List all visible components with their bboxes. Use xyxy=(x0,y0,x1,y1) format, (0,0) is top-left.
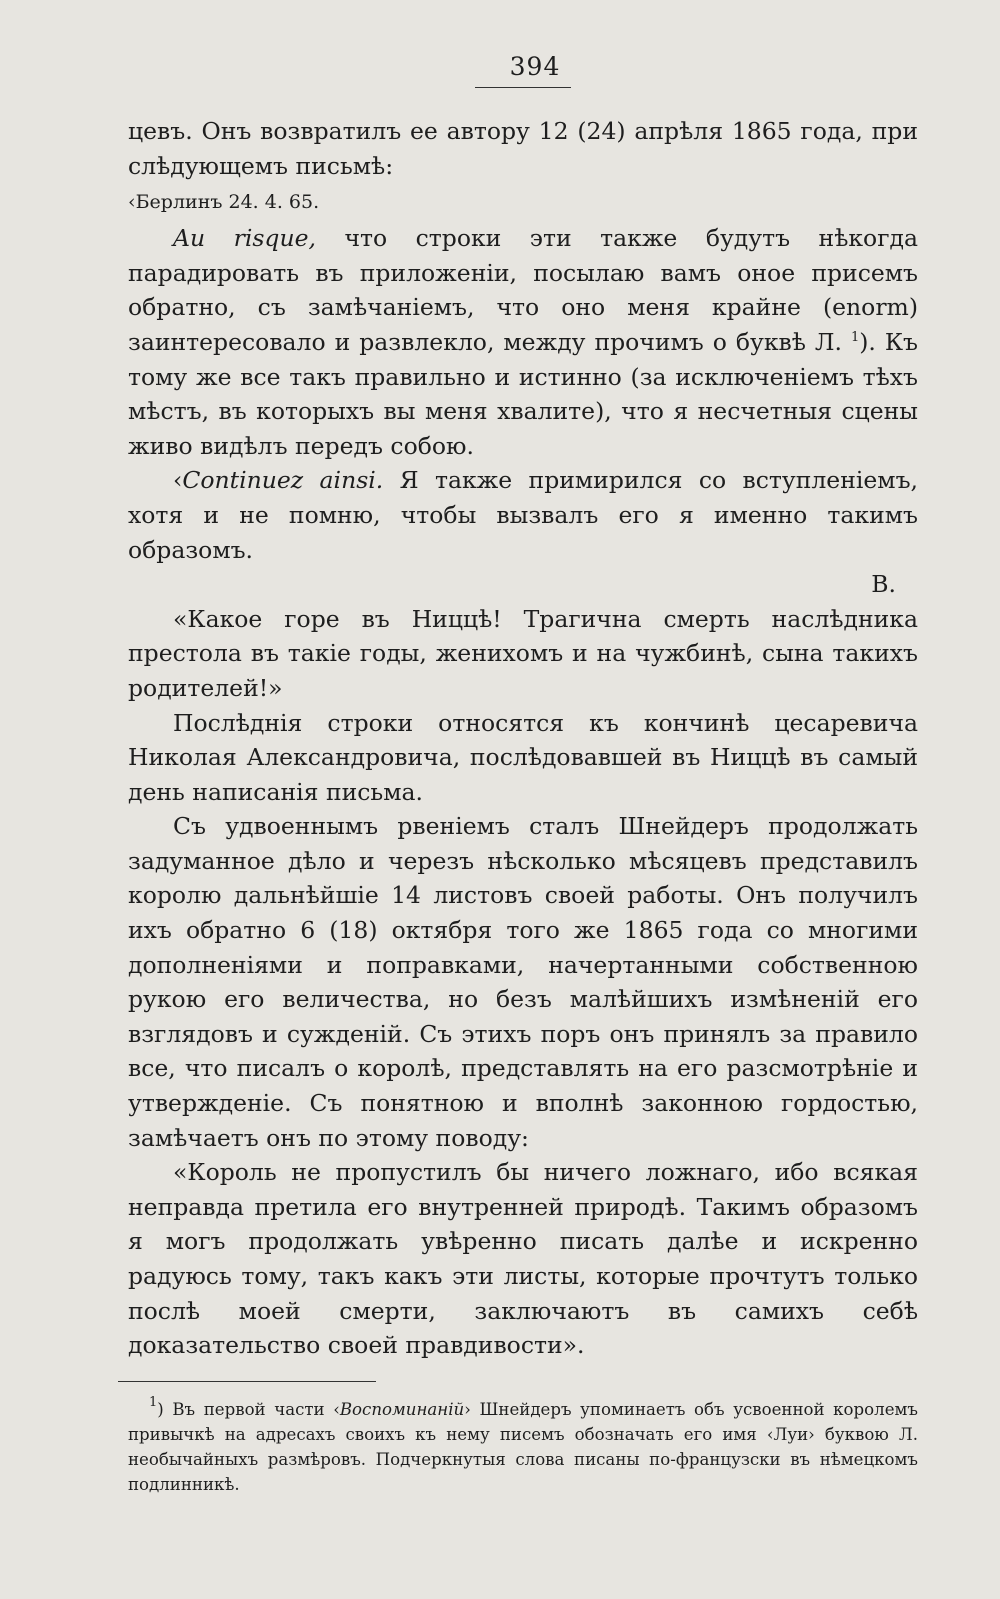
paragraph-continuation xyxy=(128,114,918,183)
text-run: цевъ. Онъ возвратилъ ее автору 12 (24) апрѣля 1865 года, при слѣдующемъ письмѣ: xyxy=(128,117,918,180)
letter-paragraph-2 xyxy=(128,463,918,567)
page-number: 394 xyxy=(509,52,561,81)
footnote-text xyxy=(128,1397,918,1497)
footnote-rule xyxy=(118,1381,376,1382)
footnote-mark: 1 xyxy=(149,1395,158,1410)
footnote xyxy=(128,1397,918,1497)
text-run: ) Въ первой части ‹ xyxy=(157,1400,340,1419)
text-run: ). Къ тому же все такъ правильно и истинно (за исключеніемъ тѣхъ мѣстъ, въ которыхъ вы меня хвалите), что я несчетныя сцены живо видѣлъ передъ собою. xyxy=(128,327,918,460)
main-text xyxy=(128,114,918,1363)
footnote-reference: 1 xyxy=(850,329,860,345)
text-run: › Шнейдеръ упоминаетъ объ усвоенной королемъ привычкѣ на адресахъ своихъ къ нему писемъ обозначать его имя ‹Луи› буквою Л. необычайныхъ размѣровъ. Подчеркнутыя слова писаны по-французски въ нѣмецкомъ подлинникѣ. xyxy=(128,1400,918,1494)
letter-paragraph-3: «Какое горе въ Ниццѣ! Трагична смерть наслѣдника престола въ такіе годы, женихомъ и на чужбинѣ, сына такихъ родителей!» xyxy=(128,604,918,702)
italic-phrase: Au risque, xyxy=(173,224,316,253)
paragraph-quote: «Король не пропустилъ бы ничего ложнаго, ибо всякая неправда претила его внутренней природѣ. Такимъ образомъ я могъ продолжать увѣренно писать далѣе и искренно радуюсь тому, такъ какъ эти листы, которые прочтутъ только послѣ моей смерти, заключаютъ въ самихъ себѣ доказательство своей правдивости». xyxy=(128,1158,918,1360)
letter-signature: В. xyxy=(871,570,896,599)
page-number-rule xyxy=(475,87,571,88)
paragraph-narrative: Съ удвоеннымъ рвеніемъ сталъ Шнейдеръ продолжать задуманное дѣло и черезъ нѣсколько мѣсяцевъ представилъ королю дальнѣйшіе 14 листовъ своей работы. Онъ получилъ ихъ обратно 6 (18) октября того же 1865 года со многими дополненіями и поправками, начертанными собственною рукою его величества, но безъ малѣйшихъ измѣненій его взглядовъ и сужденій. Съ этихъ поръ онъ принялъ за правило все, что писалъ о королѣ, представлять на его разсмотрѣніе и утвержденіе. Съ понятною и вполнѣ законною гордостью, замѣчаетъ онъ по этому поводу: xyxy=(128,812,918,1152)
letter-paragraph-1 xyxy=(128,221,918,463)
text-run: Я также примирился со вступленіемъ, хотя и не помню, чтобы вызвалъ его я именно такимъ образомъ. xyxy=(128,466,918,564)
paragraph-commentary: Послѣднія строки относятся къ кончинѣ цесаревича Николая Александровича, послѣдовавшей въ Ниццѣ въ самый день написанія письма. xyxy=(128,708,918,806)
letter-dateline: ‹Берлинъ 24. 4. 65. xyxy=(128,191,320,214)
quote-mark: ‹ xyxy=(173,466,183,495)
italic-phrase: Continuez ainsi. xyxy=(182,466,384,495)
text-run: что строки эти также будутъ нѣкогда парадировать въ приложеніи, посылаю вамъ оное присемъ обратно, съ замѣчаніемъ, что оно меня крайне (enorm) заинтересовало и развлекло, между прочимъ о буквѣ Л. xyxy=(128,224,918,356)
italic-title: Воспоминаній xyxy=(339,1400,465,1419)
